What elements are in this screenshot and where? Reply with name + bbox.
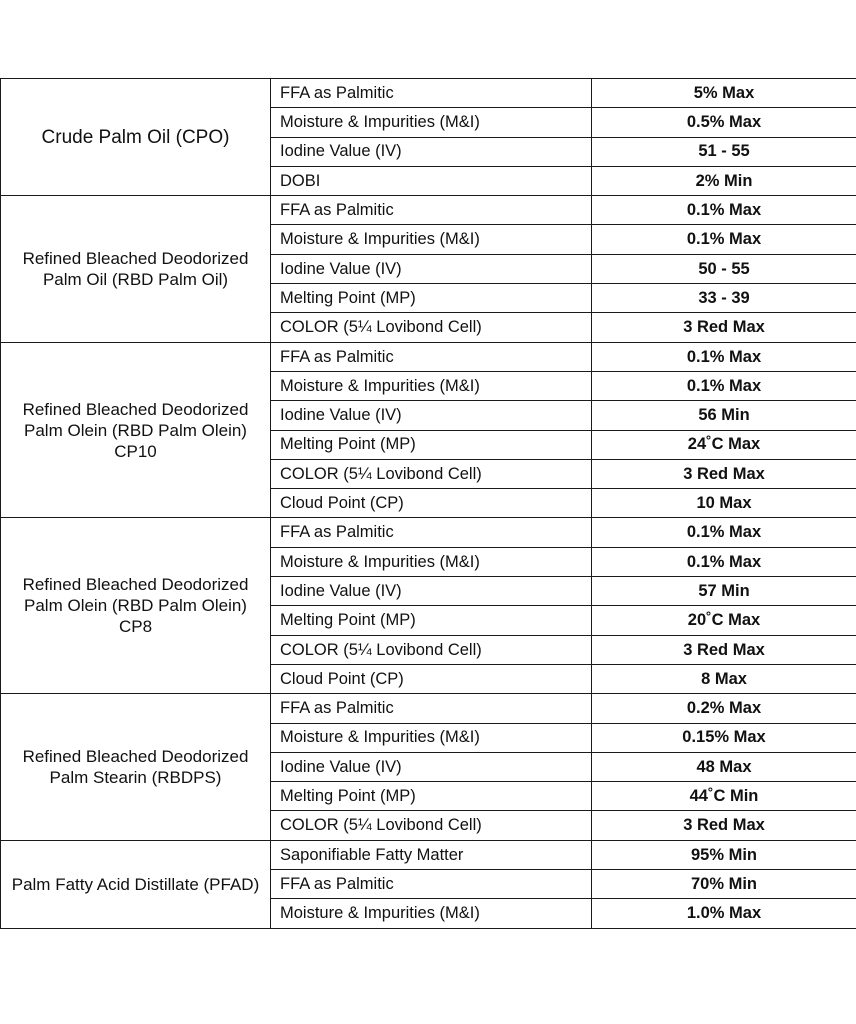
spec-value: 57 Min xyxy=(592,577,856,606)
spec-value: 0.1% Max xyxy=(592,196,856,225)
spec-parameter: Melting Point (MP) xyxy=(271,782,592,811)
spec-value: 3 Red Max xyxy=(592,811,856,840)
spec-value: 0.1% Max xyxy=(592,371,856,400)
spec-parameter: Moisture & Impurities (M&I) xyxy=(271,547,592,576)
spec-value: 56 Min xyxy=(592,401,856,430)
spec-value: 95% Min xyxy=(592,840,856,869)
spec-parameter: Melting Point (MP) xyxy=(271,430,592,459)
spec-parameter: Moisture & Impurities (M&I) xyxy=(271,108,592,137)
table-row xyxy=(1,694,856,723)
spec-parameter: Iodine Value (IV) xyxy=(271,577,592,606)
spec-value: 0.2% Max xyxy=(592,694,856,723)
spec-parameter: Melting Point (MP) xyxy=(271,284,592,313)
spec-value: 70% Min xyxy=(592,870,856,899)
product-name-rbdps: Refined Bleached Deodorized Palm Stearin (RBDPS) xyxy=(1,694,271,840)
spec-value: 5% Max xyxy=(592,79,856,108)
spec-parameter: Saponifiable Fatty Matter xyxy=(271,840,592,869)
spec-parameter: Iodine Value (IV) xyxy=(271,752,592,781)
spec-parameter: FFA as Palmitic xyxy=(271,694,592,723)
table-row xyxy=(1,196,856,225)
spec-parameter: FFA as Palmitic xyxy=(271,342,592,371)
spec-parameter: FFA as Palmitic xyxy=(271,518,592,547)
table-row xyxy=(1,840,856,869)
spec-value: 0.1% Max xyxy=(592,518,856,547)
spec-parameter: DOBI xyxy=(271,166,592,195)
spec-parameter: FFA as Palmitic xyxy=(271,196,592,225)
spec-value: 0.5% Max xyxy=(592,108,856,137)
spec-parameter: FFA as Palmitic xyxy=(271,870,592,899)
spec-value: 33 - 39 xyxy=(592,284,856,313)
product-name-rbd-palm-oil: Refined Bleached Deodorized Palm Oil (RBD Palm Oil) xyxy=(1,196,271,342)
spec-parameter: Moisture & Impurities (M&I) xyxy=(271,899,592,928)
spec-value: 0.1% Max xyxy=(592,342,856,371)
spec-parameter: COLOR (5¼ Lovibond Cell) xyxy=(271,459,592,488)
spec-value: 2% Min xyxy=(592,166,856,195)
spec-parameter: Iodine Value (IV) xyxy=(271,137,592,166)
spec-value: 48 Max xyxy=(592,752,856,781)
spec-value: 44˚C Min xyxy=(592,782,856,811)
spec-value: 51 - 55 xyxy=(592,137,856,166)
spec-value: 50 - 55 xyxy=(592,254,856,283)
table-row xyxy=(1,79,856,108)
spec-value: 1.0% Max xyxy=(592,899,856,928)
spec-parameter: Cloud Point (CP) xyxy=(271,489,592,518)
spec-parameter: Melting Point (MP) xyxy=(271,606,592,635)
spec-parameter: Iodine Value (IV) xyxy=(271,401,592,430)
spec-parameter: Cloud Point (CP) xyxy=(271,664,592,693)
spec-parameter: Moisture & Impurities (M&I) xyxy=(271,723,592,752)
product-name-pfad: Palm Fatty Acid Distillate (PFAD) xyxy=(1,840,271,928)
product-name-rbd-palm-olein-cp10: Refined Bleached Deodorized Palm Olein (RBD Palm Olein) CP10 xyxy=(1,342,271,518)
spec-value: 3 Red Max xyxy=(592,459,856,488)
spec-parameter: Moisture & Impurities (M&I) xyxy=(271,225,592,254)
spec-value: 10 Max xyxy=(592,489,856,518)
spec-value: 0.1% Max xyxy=(592,225,856,254)
spec-value: 0.15% Max xyxy=(592,723,856,752)
spec-value: 3 Red Max xyxy=(592,313,856,342)
spec-parameter: Moisture & Impurities (M&I) xyxy=(271,371,592,400)
spec-value: 8 Max xyxy=(592,664,856,693)
spec-value: 24˚C Max xyxy=(592,430,856,459)
spec-value: 3 Red Max xyxy=(592,635,856,664)
spec-parameter: COLOR (5¼ Lovibond Cell) xyxy=(271,811,592,840)
product-name-cpo: Crude Palm Oil (CPO) xyxy=(1,79,271,196)
table-row xyxy=(1,342,856,371)
product-name-rbd-palm-olein-cp8: Refined Bleached Deodorized Palm Olein (RBD Palm Olein) CP8 xyxy=(1,518,271,694)
spec-value: 20˚C Max xyxy=(592,606,856,635)
spec-parameter: COLOR (5¼ Lovibond Cell) xyxy=(271,635,592,664)
table-row xyxy=(1,518,856,547)
spec-parameter: FFA as Palmitic xyxy=(271,79,592,108)
palm-oil-spec-table xyxy=(0,78,856,929)
spec-value: 0.1% Max xyxy=(592,547,856,576)
spec-parameter: Iodine Value (IV) xyxy=(271,254,592,283)
spec-parameter: COLOR (5¼ Lovibond Cell) xyxy=(271,313,592,342)
